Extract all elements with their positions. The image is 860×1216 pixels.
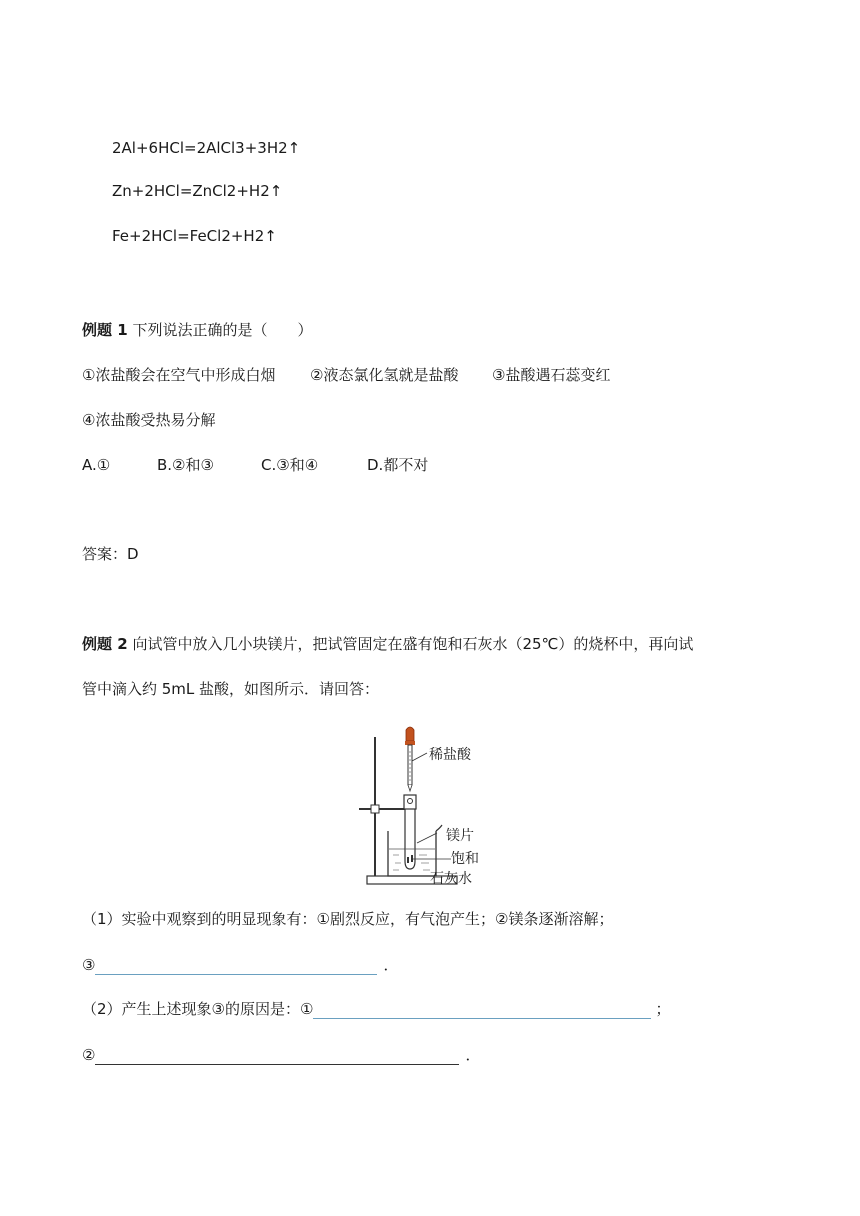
- example2-question-line2: 管中滴入约 5mL 盐酸，如图所示．请回答：: [82, 680, 380, 698]
- q1-marker: ③: [82, 956, 96, 974]
- statement-4: ④浓盐酸受热易分解: [82, 411, 216, 429]
- clamp-knot: [371, 805, 379, 813]
- equation-al: 2Al+6HCl=2AlCl3+3H2↑: [112, 139, 301, 157]
- option-c: C.③和④: [261, 456, 319, 474]
- example1-options: [82, 455, 582, 475]
- example1-answer: 答案：D: [82, 545, 139, 563]
- q1-answer-blank[interactable]: [95, 958, 377, 975]
- equation-zn: Zn+2HCl=ZnCl2+H2↑: [112, 182, 283, 200]
- example1-question-text: 下列说法正确的是（ ）: [132, 321, 313, 339]
- statement-1: ①浓盐酸会在空气中形成白烟: [82, 366, 276, 384]
- example2-question-line1: [82, 634, 693, 654]
- q2-line2: [82, 1045, 480, 1065]
- example1-question: [82, 320, 312, 340]
- q2-semicolon: ；: [655, 1000, 671, 1018]
- example2-label: 例题 2: [82, 635, 128, 653]
- q1-line2: [82, 955, 398, 975]
- q1-period: ．: [383, 956, 399, 974]
- statement-2: ②液态氯化氢就是盐酸: [310, 366, 459, 384]
- dropper-bulb: [406, 727, 414, 741]
- example1-label: 例题 1: [82, 321, 128, 339]
- example1-statements-line1: [82, 365, 782, 385]
- q2-answer-blank-2[interactable]: [95, 1048, 459, 1065]
- q2-period: ．: [465, 1046, 481, 1064]
- q1-line1: （1）实验中观察到的明显现象有：①剧烈反应，有气泡产生；②镁条逐渐溶解；: [82, 910, 614, 928]
- label-limewater: 石灰水: [430, 871, 472, 887]
- option-a: A.①: [82, 456, 111, 474]
- mg-pieces: [407, 857, 409, 863]
- statement-3: ③盐酸遇石蕊变红: [492, 366, 611, 384]
- q2-text: （2）产生上述现象③的原因是：①: [82, 1000, 314, 1018]
- label-saturated: 饱和: [451, 851, 479, 867]
- q2-marker: ②: [82, 1046, 96, 1064]
- q2-answer-blank-1[interactable]: [313, 1002, 651, 1019]
- example2-question-text: 向试管中放入几小块镁片，把试管固定在盛有饱和石灰水（25℃）的烧杯中，再向试: [132, 635, 694, 653]
- equation-fe: Fe+2HCl=FeCl2+H2↑: [112, 227, 277, 245]
- option-d: D.都不对: [367, 456, 429, 474]
- label-dilute-hcl: 稀盐酸: [429, 747, 471, 763]
- q2-line1: [82, 999, 670, 1019]
- label-mg: 镁片: [446, 828, 474, 844]
- option-b: B.②和③: [157, 456, 214, 474]
- apparatus-figure: [355, 725, 500, 890]
